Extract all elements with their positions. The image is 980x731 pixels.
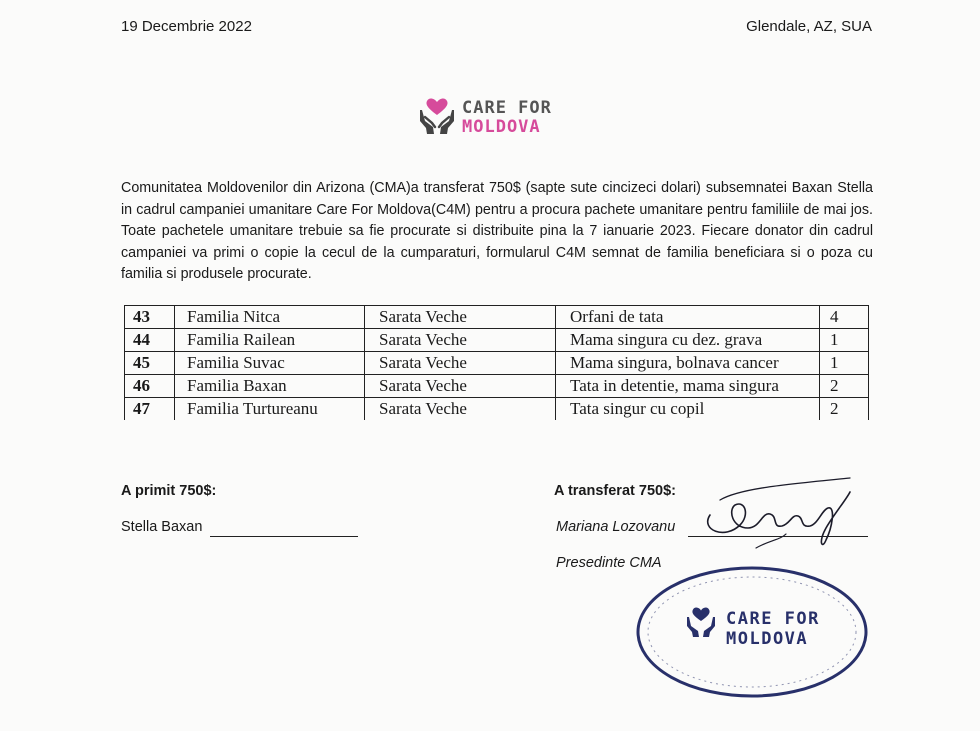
- transferred-label: A transferat 750$:: [554, 483, 676, 499]
- family-situation: Mama singura cu dez. grava: [556, 329, 820, 352]
- village-name: Sarata Veche: [365, 398, 556, 421]
- row-number: 46: [125, 375, 175, 398]
- family-count: 2: [820, 375, 869, 398]
- family-count: 1: [820, 352, 869, 375]
- family-count: 1: [820, 329, 869, 352]
- organization-stamp: [632, 560, 872, 705]
- family-situation: Tata in detentie, mama singura: [556, 375, 820, 398]
- family-name: Familia Suvac: [175, 352, 365, 375]
- row-number: 45: [125, 352, 175, 375]
- village-name: Sarata Veche: [365, 375, 556, 398]
- handwritten-signature: [700, 470, 860, 560]
- stamp-heart-hands-icon: [687, 608, 715, 637]
- family-count: 2: [820, 398, 869, 421]
- row-number: 47: [125, 398, 175, 421]
- heart-hands-icon: [416, 94, 458, 136]
- transfer-statement-paragraph: Comunitatea Moldovenilor din Arizona (CMA)a transferat 750$ (sapte sute cincizeci dolari) subsemnatei Baxan Stella in cadrul campaniei umanitare Care For Moldova(C4M) pentru a procura pachete umanitare pentru familiile de mai jos. Toate pachetele umanitare trebuie sa fie procurate si distribuite pina la 7 ianuarie 2023. Fiecare donator din cadrul campaniei va primi o copie la cecul de la cumparaturi, formularul C4M semnat de familia beneficiara si o poza cu familia si produsele procurate.: [121, 180, 873, 283]
- table-row: [125, 398, 869, 421]
- village-name: Sarata Veche: [365, 352, 556, 375]
- logo-text-care-for: CARE FOR: [462, 98, 552, 118]
- table-row: [125, 375, 869, 398]
- family-name: Familia Baxan: [175, 375, 365, 398]
- family-name: Familia Nitca: [175, 306, 365, 329]
- table-row: [125, 306, 869, 329]
- row-number: 44: [125, 329, 175, 352]
- table-row: [125, 329, 869, 352]
- village-name: Sarata Veche: [365, 306, 556, 329]
- logo-text-moldova: MOLDOVA: [462, 117, 541, 137]
- document-date: 19 Decembrie 2022: [121, 18, 252, 35]
- families-table: [124, 305, 869, 420]
- family-situation: Orfani de tata: [556, 306, 820, 329]
- care-for-moldova-logo: [416, 94, 586, 140]
- family-name: Familia Turtureanu: [175, 398, 365, 421]
- table-row: [125, 352, 869, 375]
- received-label: A primit 750$:: [121, 483, 217, 499]
- stamp-text-moldova: MOLDOVA: [726, 629, 809, 649]
- stamp-text-care-for: CARE FOR: [726, 609, 820, 629]
- transferred-role: Presedinte CMA: [556, 555, 662, 571]
- received-name: Stella Baxan: [121, 519, 203, 535]
- transferred-name: Mariana Lozovanu: [556, 519, 676, 535]
- row-number: 43: [125, 306, 175, 329]
- received-signature-line: [210, 536, 358, 537]
- family-situation: Mama singura, bolnava cancer: [556, 352, 820, 375]
- document-location: Glendale, AZ, SUA: [746, 18, 872, 35]
- family-situation: Tata singur cu copil: [556, 398, 820, 421]
- family-name: Familia Railean: [175, 329, 365, 352]
- village-name: Sarata Veche: [365, 329, 556, 352]
- family-count: 4: [820, 306, 869, 329]
